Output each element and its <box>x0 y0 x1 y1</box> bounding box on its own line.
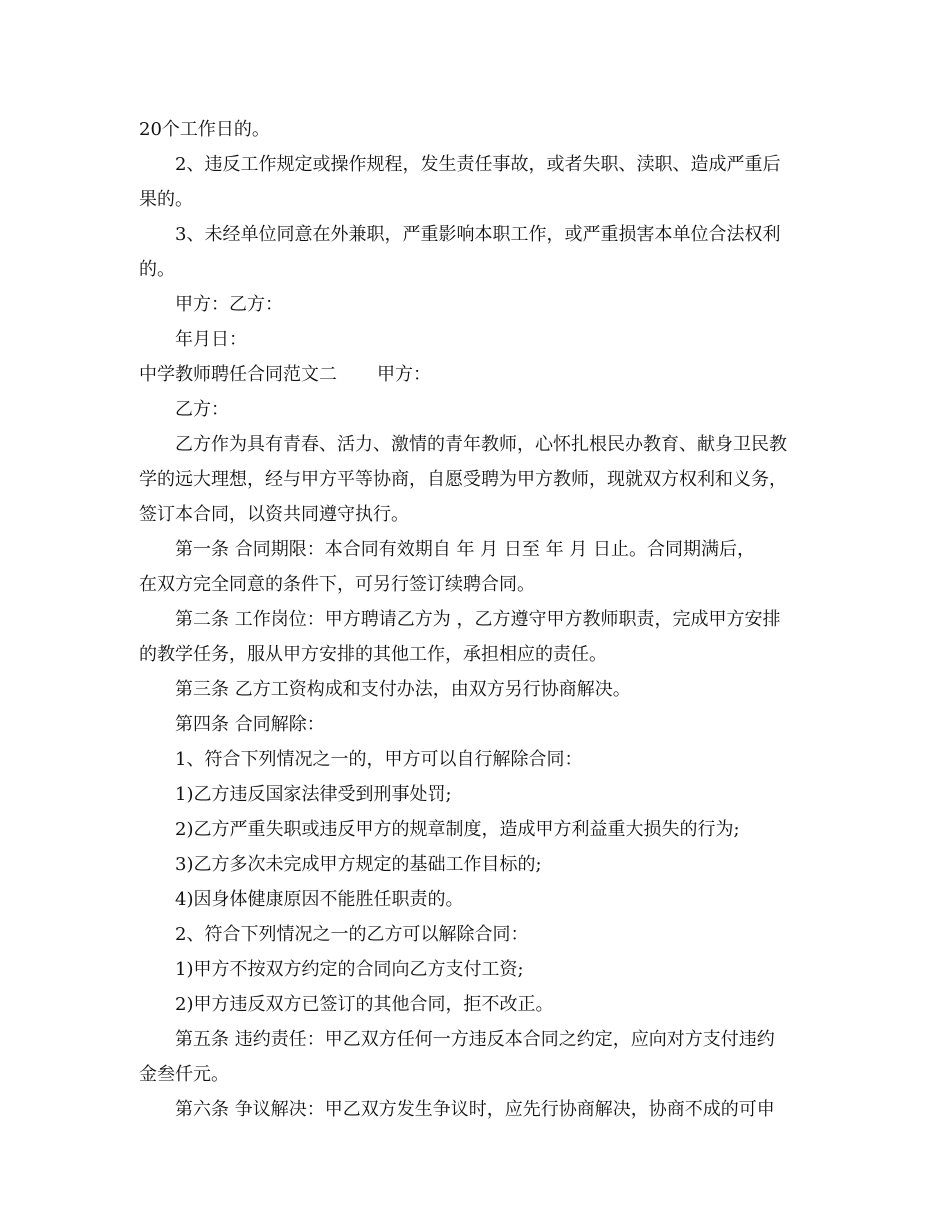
list-item: 4)因身体健康原因不能胜任职责的。 <box>175 889 464 910</box>
text-line: 2、符合下列情况之一的乙方可以解除合同： <box>175 924 529 945</box>
text-line: 乙方作为具有青春、活力、激情的青年教师，心怀扎根民办教育、献身卫民教 <box>175 434 787 455</box>
text-line: 2、违反工作规定或操作规程，发生责任事故，或者失职、渎职、造成严重后 <box>175 154 781 175</box>
article-line: 第三条 乙方工资构成和支付办法，由双方另行协商解决。 <box>175 679 631 700</box>
text-line: 果的。 <box>139 189 193 210</box>
text-line: 3、未经单位同意在外兼职，严重影响本职工作，或严重损害本单位合法权利 <box>175 224 781 245</box>
party-a-label: 甲方： <box>377 364 431 385</box>
text-line: 学的远大理想，经与甲方平等协商，自愿受聘为甲方教师，现就双方权利和义务， <box>139 469 787 490</box>
article-line: 第四条 合同解除： <box>175 714 325 735</box>
text-line: 的。 <box>139 259 175 280</box>
party-b-label: 乙方： <box>175 399 229 420</box>
date-line: 年月日： <box>175 329 247 350</box>
text-line: 20个工作日的。 <box>139 119 270 140</box>
signature-line: 甲方：乙方： <box>175 294 283 315</box>
text-line: 1、符合下列情况之一的，甲方可以自行解除合同： <box>175 749 583 770</box>
section-title: 中学教师聘任合同范文二 <box>139 364 337 385</box>
text-line: 在双方完全同意的条件下，可另行签订续聘合同。 <box>139 574 535 595</box>
text-line: 金叁仟元。 <box>139 1064 229 1085</box>
article-line: 第六条 争议解决：甲乙双方发生争议时，应先行协商解决，协商不成的可申 <box>175 1099 775 1120</box>
article-line: 第二条 工作岗位：甲方聘请乙方为 ，乙方遵守甲方教师职责，完成甲方安排 <box>175 609 781 630</box>
article-line: 第一条 合同期限：本合同有效期自 年 月 日至 年 月 日止。合同期满后， <box>175 539 756 560</box>
article-line: 第五条 违约责任：甲乙双方任何一方违反本合同之约定，应向对方支付违约 <box>175 1029 775 1050</box>
text-line: 的教学任务，服从甲方安排的其他工作，承担相应的责任。 <box>139 644 607 665</box>
text-line: 签订本合同，以资共同遵守执行。 <box>139 504 409 525</box>
list-item: 2)乙方严重失职或违反甲方的规章制度，造成甲方利益重大损失的行为; <box>175 819 740 840</box>
list-item: 1)甲方不按双方约定的合同向乙方支付工资; <box>175 959 524 980</box>
list-item: 3)乙方多次未完成甲方规定的基础工作目标的; <box>175 854 542 875</box>
section-heading <box>139 363 431 387</box>
list-item: 2)甲方违反双方已签订的其他合同，拒不改正。 <box>175 994 554 1015</box>
list-item: 1)乙方违反国家法律受到刑事处罚; <box>175 784 452 805</box>
